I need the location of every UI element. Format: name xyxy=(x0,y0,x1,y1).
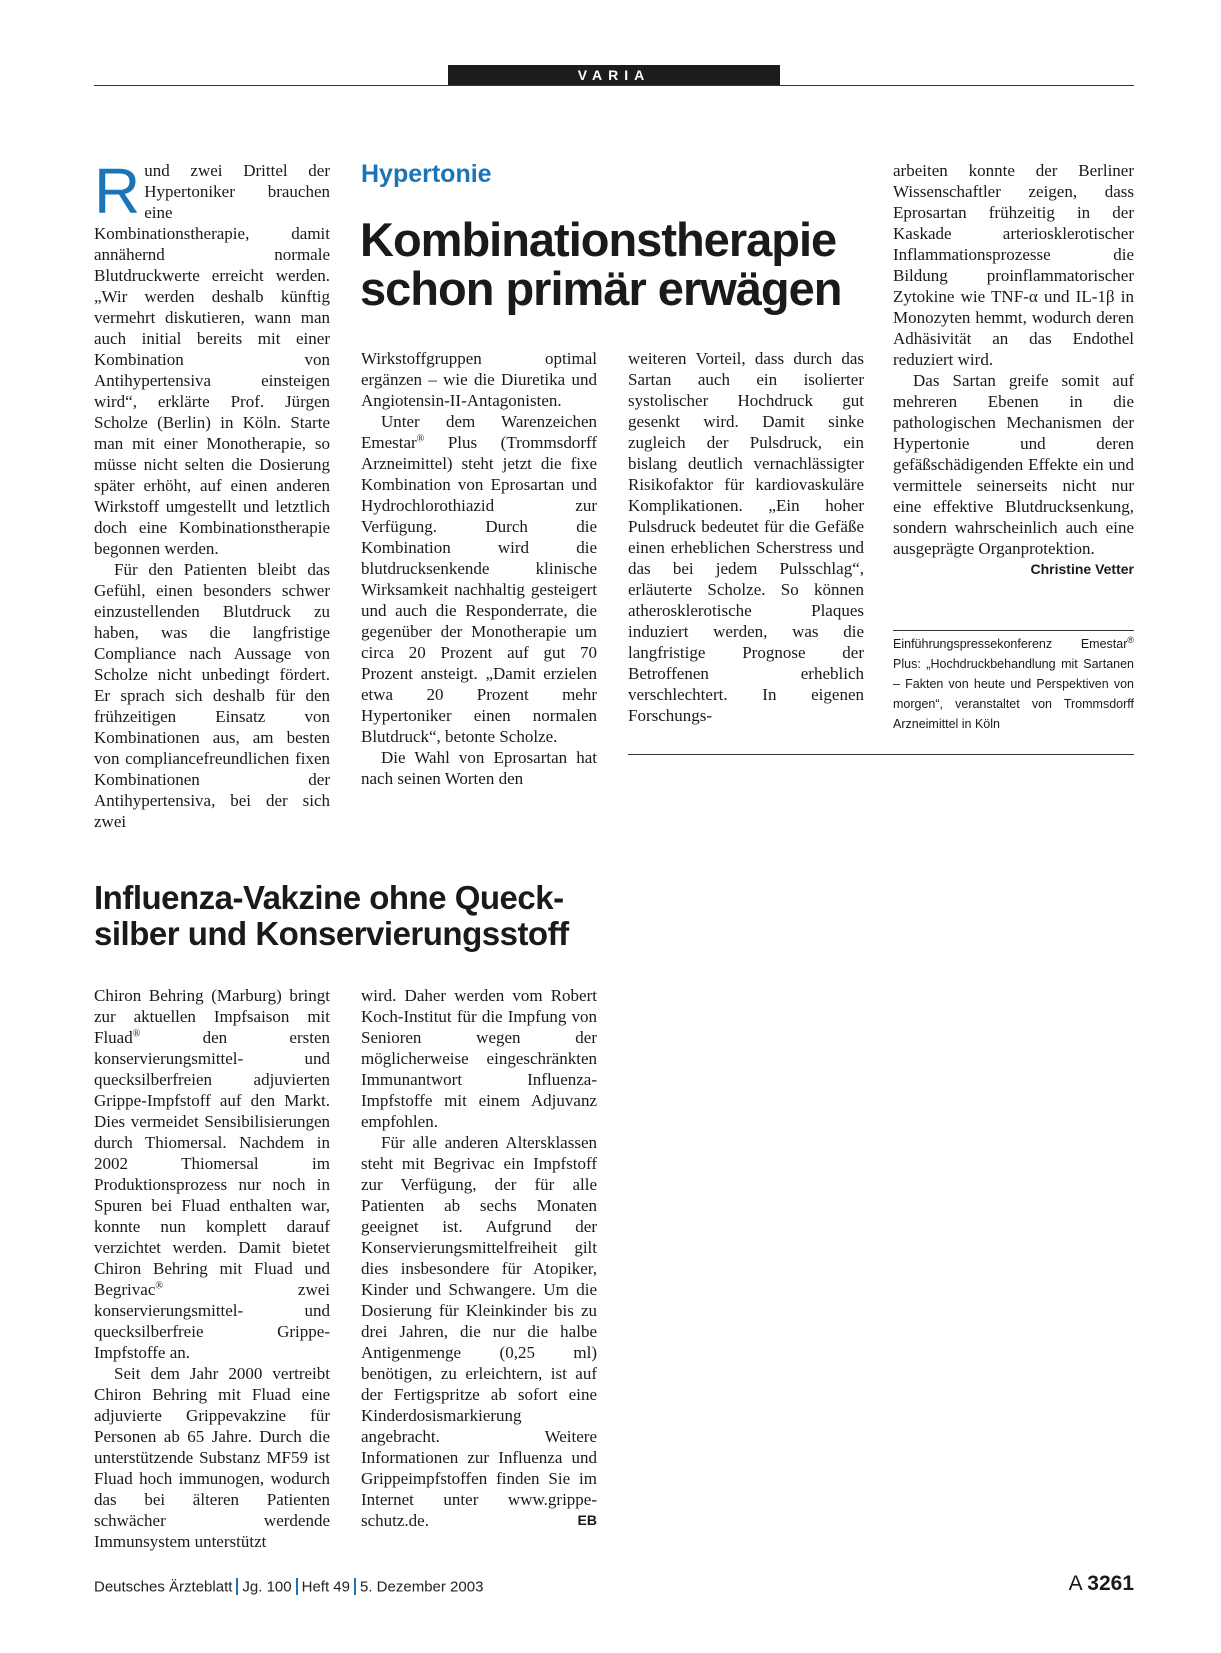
headline-line: Kombinationstherapie xyxy=(360,213,837,266)
paragraph-text: und zwei Drittel der Hypertoniker brauchen eine Kombinationstherapie, damit annähernd normale Blutdruckwerte erreicht werden. „Wir werden deshalb künftig vermehrt diskutieren, wann man auch initial bereits mit einer Kombination von Antihypertensiva einsteigen wird“, erklärte Prof. Jürgen Scholze (Berlin) in Köln. Starte man mit einer Monotherapie, so müsse nicht selten die Dosierung später erhöht, auf einen anderen Wirkstoff umgestellt und letztlich doch eine Kombinationstherapie begonnen werden. xyxy=(94,161,330,558)
headline-line: silber und Konservierungsstoff xyxy=(94,915,569,952)
paragraph-text: den ersten konservierungsmittel- und quecksilberfreien adjuvierten Grippe-Impfstoff auf den Markt. Dies vermeidet Sensibilisierungen durch Thiomersal. Nachdem in 2002 Thiomersal im Produktionsprozess nur noch in Spuren bei Fluad enthalten war, konnte nun komplett darauf verzichtet werden. Damit bietet Chiron Behring mit Fluad und Begrivac xyxy=(94,1028,330,1299)
footer-separator xyxy=(236,1578,238,1595)
paragraph-text: Unter dem Warenzeichen Emestar xyxy=(361,412,597,452)
article1-paragraph: weiteren Vorteil, dass durch das Sartan auch ein isolierter systolischer Hochdruck gut gesenkt wird. Damit sinke zugleich der Pulsdruck, ein bislang deutlich vernachlässigter Risikofaktor für kardiovaskuläre Komplikationen. „Ein hoher Pulsdruck bedeutet für die Gefäße einen erheblichen Scherstress und das bei jedem Pulsschlag“, erläuterte Scholze. So können atherosklerotische Plaques induziert werden, was die langfristige Prognose der Betroffenen erheblich verschlechtert. In eigenen Forschungs- xyxy=(628,349,864,725)
paragraph-text: zwei konservierungsmittel- und quecksilberfreie Grippe-Impfstoffe an. xyxy=(94,1280,330,1362)
footer-citation xyxy=(94,1578,483,1597)
headline-line: schon primär erwägen xyxy=(360,262,842,315)
registered-mark: ® xyxy=(1127,634,1134,645)
footer-volume: Jg. 100 xyxy=(242,1578,292,1596)
paragraph-text: arbeiten konnte der Berliner Wissenschaftler zeigen, dass Eprosartan frühzeitig in der Kaskade arteriosklerotischer Inflammationsprozesse die Bildung proinflammatorischer Zytokine wie TNF- xyxy=(893,161,1134,306)
article1-column-4 xyxy=(893,160,1134,580)
article1-column-1 xyxy=(94,155,330,832)
dropcap: R xyxy=(94,155,141,227)
article1-column-3 xyxy=(628,348,864,726)
source-text: Einführungspressekonferenz Emestar xyxy=(893,637,1128,651)
article2-headline xyxy=(94,880,614,952)
article1-paragraph: Die Wahl von Eprosartan hat nach seinen Worten den xyxy=(361,748,597,788)
article2-column-2 xyxy=(361,985,597,1531)
footer-journal: Deutsches Ärzteblatt xyxy=(94,1578,233,1596)
page-prefix: A xyxy=(1068,1572,1082,1595)
article2-paragraph xyxy=(94,985,330,1363)
footer-issue: Heft 49 xyxy=(301,1578,350,1596)
article2-paragraph: Seit dem Jahr 2000 vertreibt Chiron Behring mit Fluad eine adjuvierte Grippevakzine für Personen ab 65 Jahre. Durch die unterstützende Substanz MF59 ist Fluad hoch immunogen, wodurch das bei älteren Patienten schwächer werdende Immunsystem unterstützt xyxy=(94,1364,330,1551)
article1-headline xyxy=(360,215,850,313)
paragraph-text: Das Sartan greife somit auf mehreren Ebenen in die pathologischen Mechanismen der Hypertonie und deren gefäßschädigenden Effekte ein und vermittele seinerseits nicht nur eine effektive Blutdrucksenkung, sondern wahrscheinlich auch eine ausgeprägte Organprotektion. xyxy=(893,371,1134,558)
paragraph-text: Für alle anderen Altersklassen steht mit Begrivac ein Impfstoff zur Verfügung, der für alle Patienten ab sechs Monaten geeignet ist. Aufgrund der Konservierungsmittelfreiheit gilt dies insbesondere für Atopiker, Kinder und Schwangere. Um die Dosierung für Kleinkinder bis zu drei Jahren, die nur die halbe Antigenmenge (0,25 ml) benötigen, zu erleichtern, ist auf der Fertigspritze ab sofort eine Kinderdosismarkierung angebracht. Weitere Informationen zur Influenza und Grippeimpfstoffen finden Sie im Internet unter www.grippe-schutz.de. xyxy=(361,1133,597,1530)
article2-column-1 xyxy=(94,985,330,1552)
header-rule xyxy=(94,85,1134,86)
article2-paragraph: wird. Daher werden vom Robert Koch-Institut für die Impfung von Senioren wegen der möglicherweise eingeschränkten Immunantwort Influenza-Impfstoffe mit einem Adjuvanz empfohlen. xyxy=(361,986,597,1131)
rubric-label: VARIA xyxy=(577,67,651,83)
article1-kicker: Hypertonie xyxy=(361,160,492,188)
footer-separator xyxy=(296,1578,298,1595)
paragraph-text: Plus (Trommsdorff Arzneimittel) steht jetzt die fixe Kombination von Eprosartan und Hydrochlorothiazid zur Verfügung. Durch die Kombination wird die blutdrucksenkende klinische Wirksamkeit nachhaltig gesteigert und auch die Responderrate, die gegenüber der Monotherapie um circa 20 Prozent auf gut 70 Prozent ansteigt. „Damit erzielen etwa 20 Prozent mehr Hypertoniker einen normalen Blutdruck“, betonte Scholze. xyxy=(361,433,597,746)
article1-paragraph: Für den Patienten bleibt das Gefühl, einen besonders schwer einzustellenden Blutdruck zu haben, was die langfristige Compliance nach Aussage von Scholze nicht unbedingt fördert. Er sprach sich deshalb für den frühzeitigen Einsatz von Kombinationen aus, am besten von compliancefreundlichen fixen Kombinationen der Antihypertensiva, bei der sich zwei xyxy=(94,560,330,831)
source-text: Plus: „Hochdruckbehandlung mit Sartanen – Fakten von heute und Perspektiven von morgen“, veranstaltet von Trommsdorff Arzneimittel in Köln xyxy=(893,657,1134,731)
column-end-rule xyxy=(628,754,1134,755)
registered-mark: ® xyxy=(416,433,425,445)
article1-paragraph xyxy=(893,370,1134,577)
footer-date: 5. Dezember 2003 xyxy=(360,1578,484,1596)
article1-column-2 xyxy=(361,348,597,789)
headline-line: Influenza-Vakzine ohne Queck- xyxy=(94,879,564,916)
article2-author: EB xyxy=(577,1512,597,1528)
page-number-value: 3261 xyxy=(1087,1572,1134,1595)
paragraph-text: und IL-1 xyxy=(1037,287,1106,306)
article1-paragraph xyxy=(893,160,1134,370)
article1-paragraph xyxy=(94,155,330,559)
article1-source-note xyxy=(893,634,1134,734)
article2-paragraph xyxy=(361,1132,597,1531)
registered-mark: ® xyxy=(155,1280,163,1292)
page-number xyxy=(1069,1572,1134,1596)
paragraph-text: Chiron Behring (Marburg) bringt zur aktuellen Impfsaison mit Fluad xyxy=(94,986,330,1047)
source-rule xyxy=(893,630,1134,631)
greek-alpha: α xyxy=(1028,287,1038,306)
footer-separator xyxy=(354,1578,356,1595)
greek-beta: β xyxy=(1105,287,1115,306)
paragraph-text: in Monozyten hemmt, wodurch deren Adhäsivität an das Endothel reduziert wird. xyxy=(893,287,1134,369)
registered-mark: ® xyxy=(132,1028,141,1040)
article1-paragraph xyxy=(361,411,597,747)
article1-paragraph: Wirkstoffgruppen optimal ergänzen – wie die Diuretika und Angiotensin-II-Antagonisten. xyxy=(361,349,597,410)
article1-author: Christine Vetter xyxy=(1030,561,1134,577)
